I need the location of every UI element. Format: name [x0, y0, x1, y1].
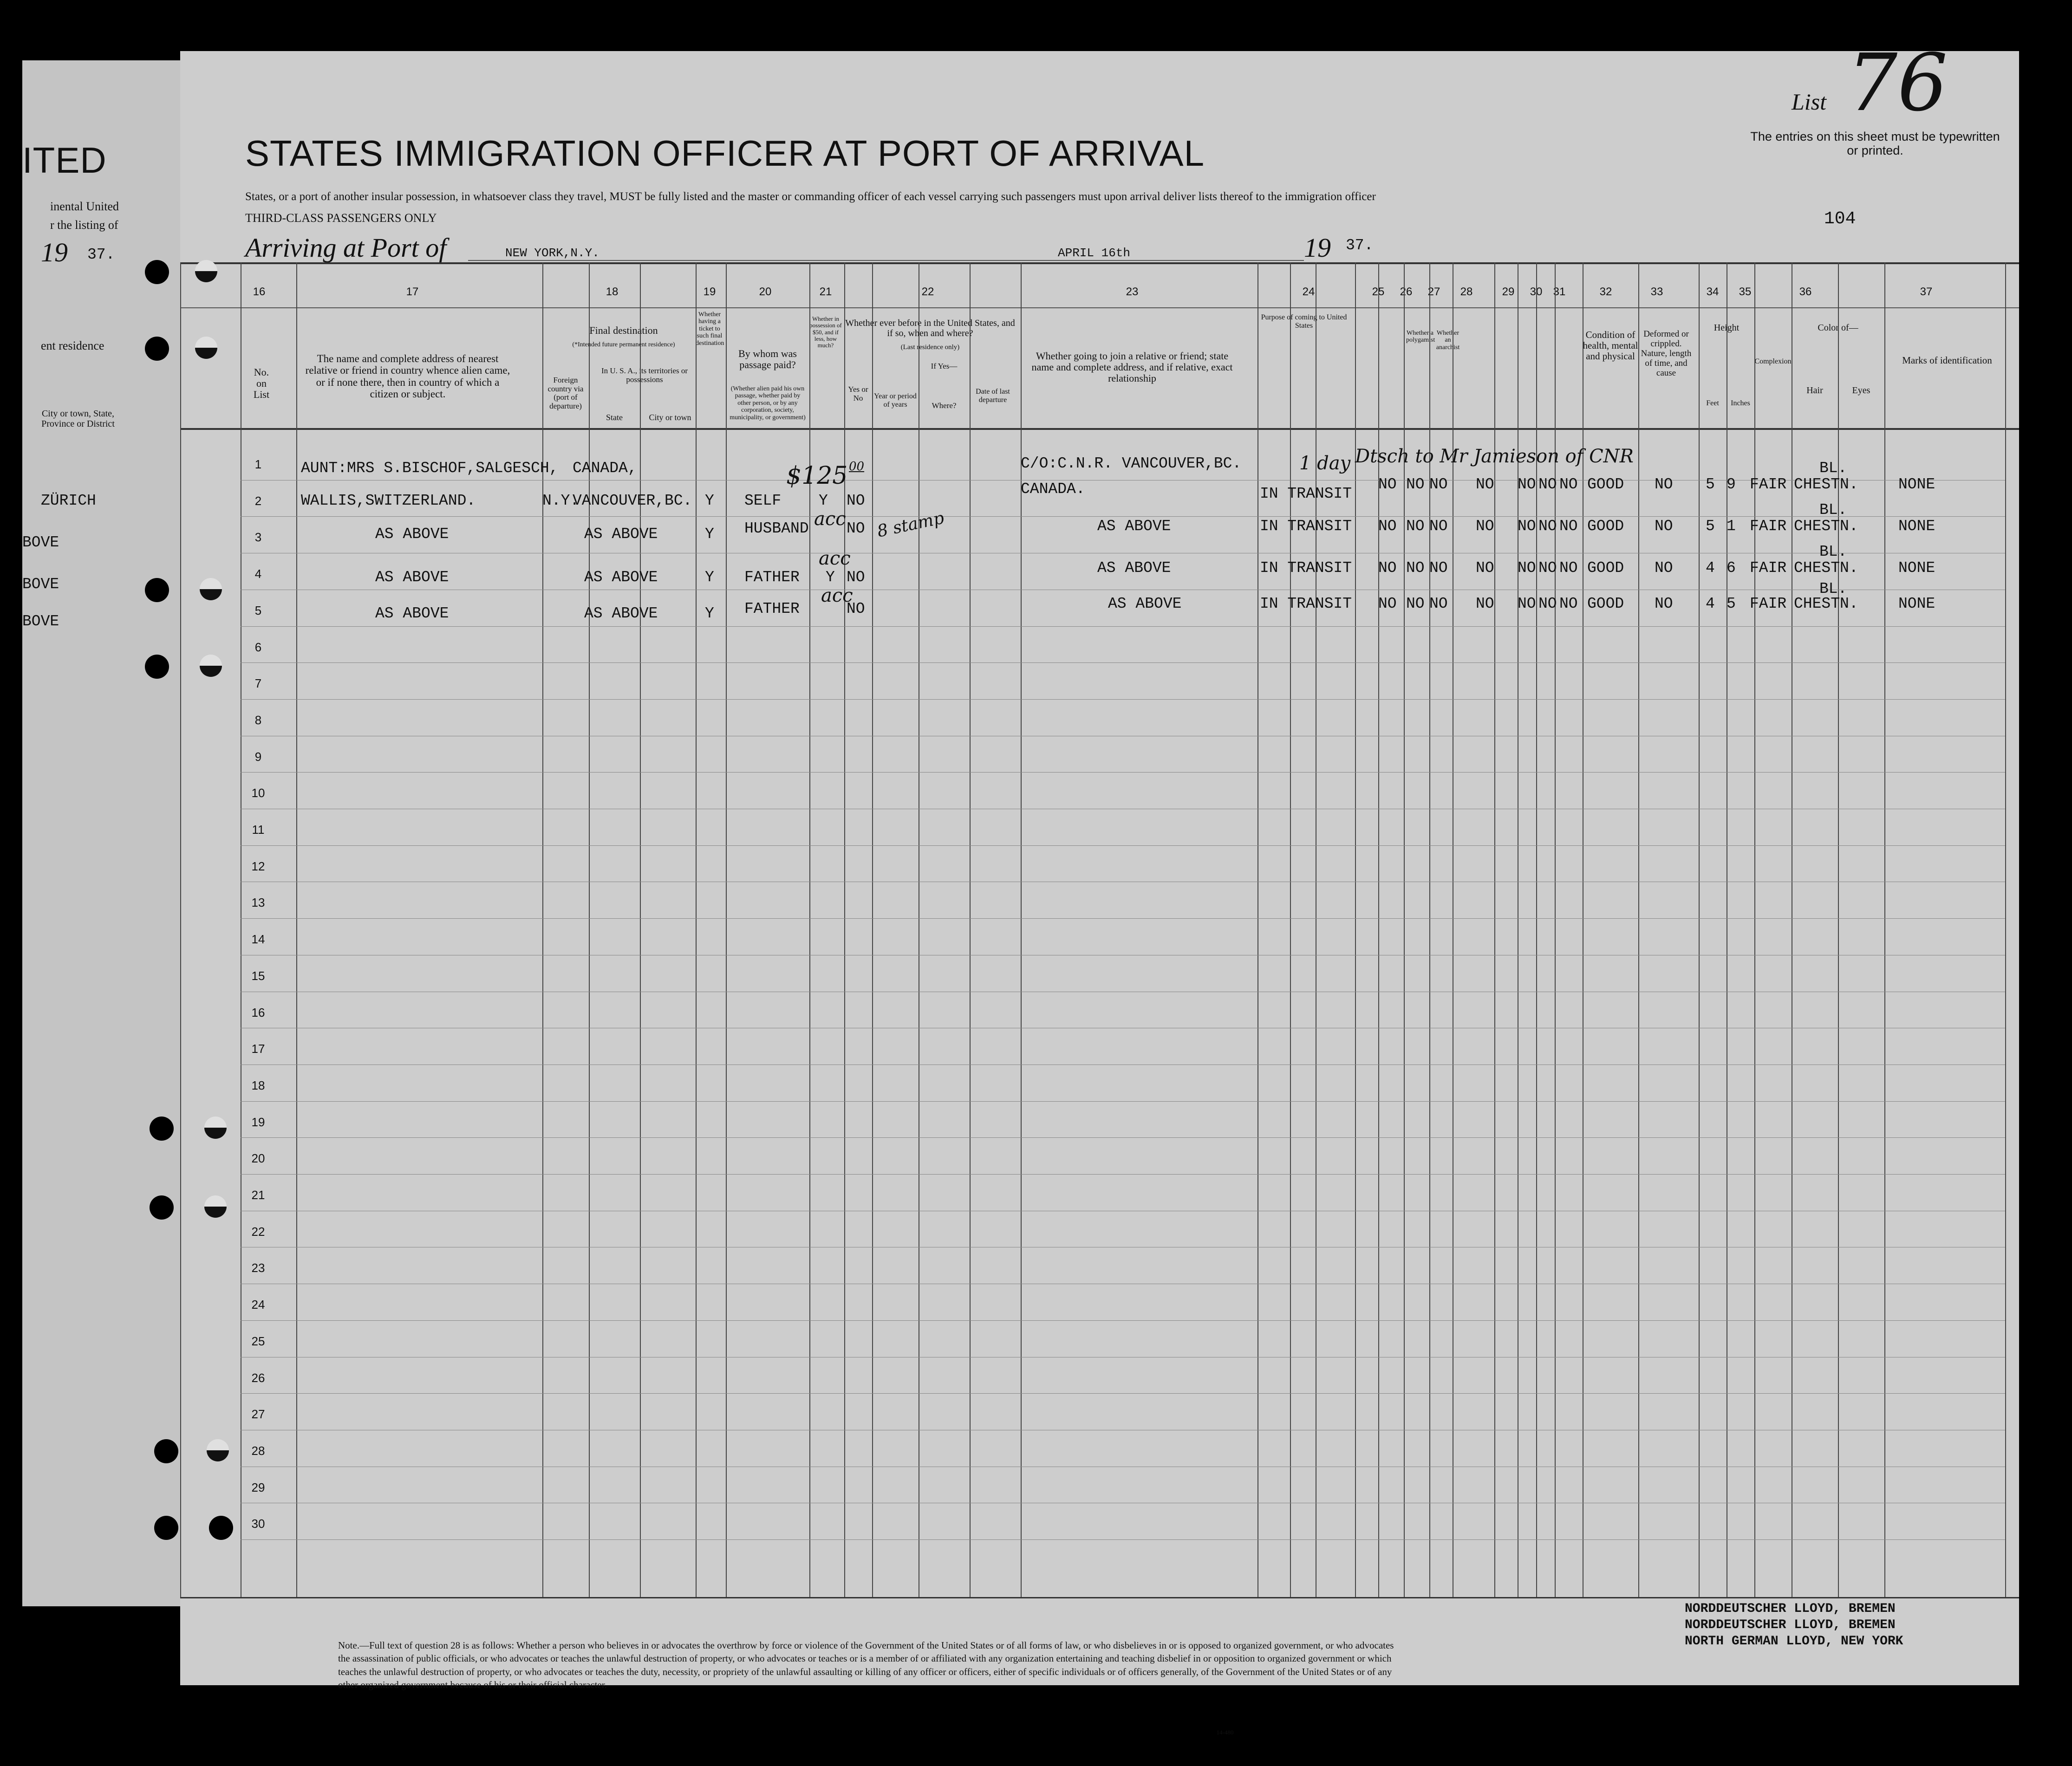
grid-column-line: [872, 262, 873, 1597]
col-num-17: 17: [406, 286, 419, 298]
row-number: 4: [254, 567, 262, 581]
row-number: 22: [251, 1224, 265, 1239]
row4-city: AS ABOVE: [584, 605, 658, 622]
grid-row-line: [241, 918, 2005, 919]
row1-c27: NO: [1429, 476, 1448, 493]
row4-c25: NO: [1378, 595, 1397, 612]
date-value: APRIL 16th: [1058, 246, 1131, 260]
grid-row-line: [241, 699, 2005, 700]
punch-hole: [154, 1439, 178, 1463]
list-number: 76: [1847, 37, 1948, 129]
row-number: 5: [254, 603, 262, 617]
left-row-1: ZÜRICH: [41, 492, 96, 509]
grid-row-line: [241, 662, 2005, 663]
row-number: 19: [251, 1115, 265, 1129]
grid-column-line: [696, 262, 697, 1597]
header-if-yes: If Yes—: [931, 362, 958, 370]
header-health: Condition of health, mental and physical: [1583, 329, 1638, 362]
col-num-25: 25: [1372, 286, 1385, 298]
punch-hole: [195, 337, 217, 359]
row-number: 11: [252, 823, 265, 837]
row2-city: AS ABOVE: [584, 526, 658, 543]
footer-form-number: 14-480: [1216, 1729, 1234, 1736]
row3-eyes: CHESTN.: [1794, 559, 1858, 577]
header-final-destination: Final destination: [589, 325, 658, 336]
header-yes-no: Yes or No: [848, 385, 868, 403]
row2-ticket: Y: [705, 526, 714, 543]
row-number: 26: [251, 1370, 265, 1385]
header-city: City or town: [649, 413, 691, 422]
col-num-23: 23: [1126, 286, 1139, 298]
row1-c29: NO: [1518, 476, 1536, 493]
punch-hole: [200, 655, 222, 677]
list-label: List: [1792, 89, 1827, 115]
row1-c25: NO: [1378, 476, 1397, 493]
row2-purpose: IN TRANSIT: [1260, 518, 1352, 535]
row4-relative: AS ABOVE: [375, 605, 449, 622]
grid-row-line: [241, 1539, 2005, 1540]
row4-join: AS ABOVE: [1108, 595, 1182, 612]
row1-relative-line1: AUNT:MRS S.BISCHOF,SALGESCH,: [301, 460, 559, 477]
grid-row-line: [241, 1320, 2005, 1321]
row1-foreign: N.Y.: [542, 492, 580, 509]
row3-marks: NONE: [1898, 559, 1935, 577]
row1-c26: NO: [1406, 476, 1425, 493]
row-number: 27: [251, 1407, 265, 1422]
punch-hole: [150, 1195, 174, 1220]
row3-c29: NO: [1518, 559, 1536, 577]
handwritten-purpose-note: 1 day: [1299, 453, 1351, 474]
col-num-35: 35: [1739, 286, 1752, 298]
row-number: 23: [251, 1261, 265, 1275]
row3-before: NO: [847, 569, 865, 586]
grid-column-line: [1638, 262, 1639, 1597]
row-number: 16: [251, 1005, 265, 1019]
punch-hole: [195, 260, 217, 282]
left-row-4: BOVE: [22, 613, 59, 630]
row-number: 2: [254, 493, 262, 508]
year-prefix: 19: [1304, 233, 1331, 263]
row1-purpose: IN TRANSIT: [1260, 485, 1352, 502]
col-num-21: 21: [819, 286, 832, 298]
row2-c27: NO: [1429, 518, 1448, 535]
row1-before: NO: [847, 492, 865, 509]
handwritten-acc-3: acc: [819, 548, 851, 569]
header-passage-paid: By whom was passage paid?: [738, 348, 797, 371]
row1-join-line2: CANADA.: [1021, 480, 1085, 498]
row-number: 29: [251, 1480, 265, 1494]
punch-hole: [150, 1117, 174, 1141]
punch-hole: [204, 1117, 227, 1139]
header-where: Where?: [932, 401, 957, 410]
row1-paid: SELF: [744, 492, 782, 509]
row4-before: NO: [847, 600, 865, 617]
punch-hole: [207, 1439, 229, 1461]
handwritten-money: $125: [786, 462, 848, 490]
header-joining: Whether going to join a relative or friend; state name and complete address, and if relative, exact relationship: [1031, 350, 1233, 384]
header-inches: Inches: [1731, 399, 1750, 407]
header-deformed: Deformed or crippled. Nature, length of time, and cause: [1641, 329, 1692, 378]
row2-c25: NO: [1378, 518, 1397, 535]
row4-c30: NO: [1538, 595, 1557, 612]
row3-deformed: NO: [1655, 559, 1673, 577]
row3-relative: AS ABOVE: [375, 569, 449, 586]
row1-marks: NONE: [1898, 476, 1935, 493]
col-num-30: 30: [1530, 286, 1543, 298]
manifest-sheet: [180, 37, 2019, 1736]
grid-column-line: [2005, 262, 2006, 1597]
typewritten-note: The entries on this sheet must be typewritten or printed.: [1750, 130, 2000, 157]
punch-hole: [145, 655, 169, 679]
row3-hair: BL.: [1819, 543, 1847, 560]
row-number: 20: [251, 1151, 265, 1166]
row-number: 9: [254, 749, 262, 764]
row2-relative: AS ABOVE: [375, 526, 449, 543]
grid-column-line: [1699, 262, 1700, 1597]
left-city-label: City or town, State, Province or District: [41, 409, 115, 429]
header-marks: Marks of identification: [1902, 355, 1992, 366]
header-feet: Feet: [1706, 399, 1719, 407]
handwritten-purpose-note-2: Dtsch to Mr Jamieson of CNR: [1355, 446, 1634, 467]
row2-paid: HUSBAND: [744, 520, 809, 537]
row3-join: AS ABOVE: [1097, 559, 1171, 577]
row-number: 21: [251, 1188, 265, 1202]
row1-ticket: Y: [705, 492, 714, 509]
header-complexion: Complexion: [1754, 357, 1792, 365]
row-number: 1: [254, 457, 262, 471]
col-num-20: 20: [759, 286, 772, 298]
row-number: 7: [254, 676, 262, 691]
row4-deformed: NO: [1655, 595, 1673, 612]
row-number: 6: [254, 640, 262, 654]
punch-hole: [145, 260, 169, 284]
row2-eyes: CHESTN.: [1794, 518, 1858, 535]
header-height: Height: [1714, 323, 1740, 333]
row3-health: GOOD: [1587, 559, 1624, 577]
header-in-usa: In U. S. A., its territories or possessions: [601, 366, 688, 384]
row2-health: GOOD: [1587, 518, 1624, 535]
header-foreign-country: Foreign country via (port of departure): [547, 376, 584, 411]
row-number: 25: [251, 1334, 265, 1348]
row3-complexion: FAIR: [1750, 559, 1787, 577]
row1-state: CANADA,: [573, 460, 637, 477]
col-num-18: 18: [606, 286, 619, 298]
shipping-line-1: NORDDEUTSCHER LLOYD, BREMEN: [1685, 1602, 1896, 1616]
row4-c28: NO: [1476, 595, 1494, 612]
row-number: 8: [254, 713, 262, 727]
header-polygamist: Whether a polygamist: [1406, 330, 1435, 344]
col-num-33: 33: [1650, 286, 1663, 298]
header-no-on-list: No. on List: [253, 366, 270, 401]
handwritten-acc-4: acc: [821, 585, 853, 606]
row4-ticket: Y: [705, 605, 714, 622]
grid-row-line: [241, 1174, 2005, 1175]
row3-purpose: IN TRANSIT: [1260, 559, 1352, 577]
shipping-line-3: NORTH GERMAN LLOYD, NEW YORK: [1685, 1634, 1903, 1649]
page-subtitle: States, or a port of another insular possession, in whatsoever class they travel, MUST be fully listed and the master or commanding officer of each vessel carrying such passengers must upon arrival deliver lists thereof to the immigration officer: [245, 190, 1376, 203]
row-number: 12: [251, 859, 265, 873]
header-nearest-relative: The name and complete address of nearest relative or friend in country whence alien came, or if none there, then in country of which a citizen or subject.: [305, 353, 510, 400]
row2-c30: NO: [1538, 518, 1557, 535]
header-purpose: Purpose of coming to United States: [1261, 313, 1347, 330]
left-row-3: BOVE: [22, 576, 59, 593]
left-fragment-line-1: inental United: [50, 200, 119, 213]
row3-c28: NO: [1476, 559, 1494, 577]
shipping-line-2: NORDDEUTSCHER LLOYD, BREMEN: [1685, 1618, 1896, 1632]
grid-column-line: [180, 262, 181, 1597]
row3-c30: NO: [1538, 559, 1557, 577]
header-period: Year or period of years: [874, 392, 917, 409]
row2-c31: NO: [1559, 518, 1578, 535]
page-title: STATES IMMIGRATION OFFICER AT PORT OF ARRIVAL: [245, 133, 1205, 174]
grid-column-line: [1884, 262, 1885, 1597]
col-num-22: 22: [921, 286, 934, 298]
row2-hair: BL.: [1819, 501, 1847, 519]
grid-column-line: [640, 262, 641, 1597]
row-number: 10: [251, 786, 265, 800]
row-number: 15: [251, 968, 265, 983]
grid-column-line: [1754, 262, 1755, 1597]
row3-c31: NO: [1559, 559, 1578, 577]
row1-health: GOOD: [1587, 476, 1624, 493]
class-line: THIRD-CLASS PASSENGERS ONLY: [245, 211, 437, 225]
row-number: 30: [251, 1517, 265, 1531]
header-before-note: (Last residence only): [900, 344, 960, 351]
header-ticket: Whether having a ticket to such final destination: [696, 311, 724, 347]
sheet-number: 104: [1824, 209, 1856, 229]
row-number: 28: [251, 1443, 265, 1458]
punch-hole: [145, 578, 169, 602]
row2-deformed: NO: [1655, 518, 1673, 535]
header-state: State: [606, 413, 623, 422]
row1-city: VANCOUVER,BC.: [573, 492, 692, 509]
grid-row-line: [241, 516, 2005, 517]
col-num-34: 34: [1706, 286, 1719, 298]
punch-hole: [200, 578, 222, 600]
row4-c31: NO: [1559, 595, 1578, 612]
row3-paid: FATHER: [744, 569, 800, 586]
row1-join-line1: C/O:C.N.R. VANCOUVER,BC.: [1021, 455, 1242, 472]
header-final-destination-note: (*Intended future permanent residence): [572, 341, 675, 348]
left-page-fragment: [22, 60, 180, 1606]
row4-paid: FATHER: [744, 600, 800, 617]
row2-c26: NO: [1406, 518, 1425, 535]
left-fragment-year: 19: [41, 237, 68, 267]
grid-row-line: [241, 626, 2005, 627]
left-fragment-title: ITED: [22, 140, 107, 181]
arriving-label: Arriving at Port of: [245, 233, 447, 263]
row1-c28: NO: [1476, 476, 1494, 493]
row2-c29: NO: [1518, 518, 1536, 535]
header-date-departure: Date of last departure: [976, 388, 1010, 404]
row-number: 17: [251, 1042, 265, 1056]
col-num-19: 19: [703, 286, 716, 298]
grid-row-line: [241, 1101, 2005, 1102]
row1-complexion: FAIR: [1750, 476, 1787, 493]
row-number: 18: [251, 1078, 265, 1092]
grid-column-line: [726, 262, 727, 1597]
row4-eyes: CHESTN.: [1794, 595, 1858, 612]
row3-c26: NO: [1406, 559, 1425, 577]
row4-feet: 4: [1706, 595, 1715, 612]
row3-inches: 6: [1727, 559, 1736, 577]
col-num-28: 28: [1460, 286, 1473, 298]
row-number: 14: [251, 932, 265, 947]
row3-feet: 4: [1706, 559, 1715, 577]
header-eyes: Eyes: [1852, 385, 1870, 396]
row2-join: AS ABOVE: [1097, 518, 1171, 535]
row4-c29: NO: [1518, 595, 1536, 612]
row2-marks: NONE: [1898, 518, 1935, 535]
col-num-29: 29: [1502, 286, 1515, 298]
grid-column-line: [1290, 262, 1291, 1597]
row3-c27: NO: [1429, 559, 1448, 577]
row4-hair: BL.: [1819, 580, 1847, 597]
col-num-36: 36: [1799, 286, 1812, 298]
header-before-us: Whether ever before in the United States, and if so, when and where?: [845, 318, 1015, 338]
col-num-31: 31: [1553, 286, 1566, 298]
row-number: 3: [254, 530, 262, 545]
row2-c28: NO: [1476, 518, 1494, 535]
row4-health: GOOD: [1587, 595, 1624, 612]
footer-note: Note.—Full text of question 28 is as follows: Whether a person who believes in or advocates the overthrow by force or violence of the Government of the United States or of all forms of law, or who disbelieves in or is opposed to organized government, or who advocates the assassination of public officials, or who advocates or teaches the unlawful destruction of property, or who advocates or teaches or is a member of or affiliated with any organization entertaining and teaching disbelief in or opposition to organized government or which teaches the unlawful destruction of property, or who advocates or teaches the duty, necessity, or propriety of the unlawful assaulting or killing of any officer or officers, either of specific individuals or of officers generally, of the Government of the United States or of any other organized government because of his or their official character.: [338, 1640, 1394, 1691]
grid-column-line: [296, 262, 297, 1597]
header-hair: Hair: [1806, 385, 1823, 396]
row3-money: Y: [826, 569, 835, 586]
header-anarchist: Whether an anarchist: [1436, 330, 1460, 351]
row1-c31: NO: [1559, 476, 1578, 493]
left-fragment-year-suffix: 37.: [87, 246, 115, 263]
row3-c25: NO: [1378, 559, 1397, 577]
row1-eyes: CHESTN.: [1794, 476, 1858, 493]
left-row-2: BOVE: [22, 534, 59, 551]
row3-ticket: Y: [705, 569, 714, 586]
row2-before: NO: [847, 520, 865, 537]
left-residence-label: ent residence: [41, 339, 104, 352]
row4-c26: NO: [1406, 595, 1425, 612]
grid-row-line: [241, 1137, 2005, 1138]
row1-relative-line2: WALLIS,SWITZERLAND.: [301, 492, 476, 509]
header-passage-note: (Whether alien paid his own passage, whether paid by other person, or by any corporation, society, municipality, or government): [730, 385, 806, 421]
handwritten-acc-2: acc: [814, 508, 846, 530]
row1-feet: 5: [1706, 476, 1715, 493]
row4-inches: 5: [1727, 595, 1736, 612]
header-money: Whether in possession of $50, and if less, how much?: [809, 315, 842, 349]
row-number: 13: [251, 896, 265, 910]
col-num-32: 32: [1599, 286, 1612, 298]
punch-hole: [145, 337, 169, 361]
row4-purpose: IN TRANSIT: [1260, 595, 1352, 612]
left-fragment-line-2: r the listing of: [50, 218, 118, 232]
col-num-37: 37: [1920, 286, 1933, 298]
handwritten-stamp-note: 8 stamp: [875, 508, 946, 541]
row1-money: Y: [819, 492, 828, 509]
row2-complexion: FAIR: [1750, 518, 1787, 535]
grid-row-line: [241, 1393, 2005, 1394]
row1-c30: NO: [1538, 476, 1557, 493]
grid-row-line: [241, 772, 2005, 773]
row1-inches: 9: [1727, 476, 1736, 493]
col-num-27: 27: [1427, 286, 1440, 298]
row2-feet: 5: [1706, 518, 1715, 535]
row-number: 24: [251, 1298, 265, 1312]
port-value: NEW YORK,N.Y.: [505, 246, 599, 260]
punch-hole: [209, 1516, 233, 1540]
header-color-of: Color of—: [1818, 323, 1858, 333]
row4-c27: NO: [1429, 595, 1448, 612]
grid-column-line: [970, 262, 971, 1597]
row4-marks: NONE: [1898, 595, 1935, 612]
col-num-24: 24: [1302, 286, 1315, 298]
col-num-16: 16: [253, 286, 266, 298]
handwritten-money-cents: 00: [849, 460, 865, 474]
punch-hole: [204, 1195, 227, 1218]
grid-row-line: [241, 845, 2005, 846]
punch-hole: [154, 1516, 178, 1540]
row4-complexion: FAIR: [1750, 595, 1787, 612]
col-num-26: 26: [1400, 286, 1413, 298]
year-suffix: 37.: [1346, 237, 1374, 254]
row3-city: AS ABOVE: [584, 569, 658, 586]
row1-deformed: NO: [1655, 476, 1673, 493]
row1-hair: BL.: [1819, 460, 1847, 477]
row2-inches: 1: [1727, 518, 1736, 535]
